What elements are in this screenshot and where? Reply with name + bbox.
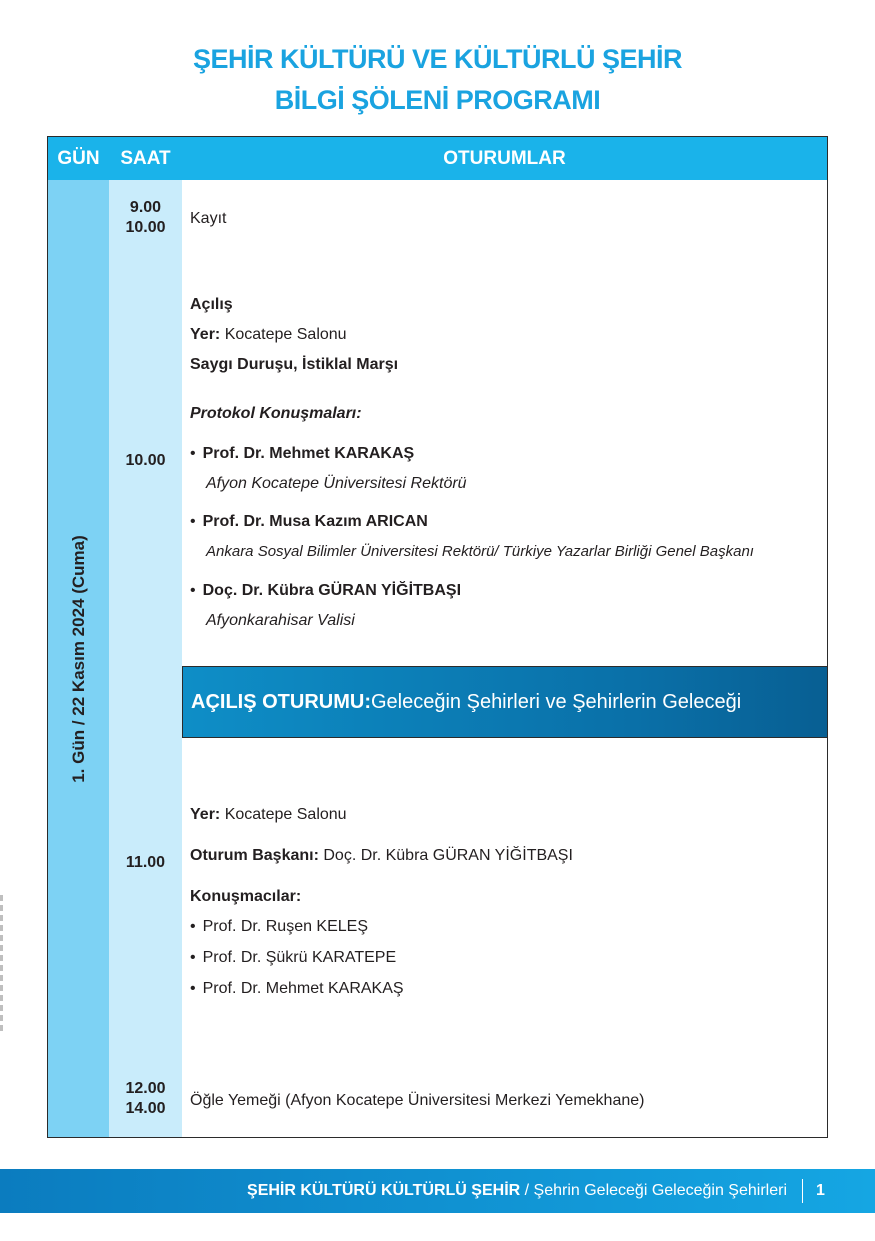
- session-banner: [182, 666, 828, 738]
- banner-label: AÇILIŞ OTURUMU:: [191, 690, 371, 713]
- venue-label: Yer:: [190, 806, 221, 823]
- day-label: 1. Gün / 22 Kasım 2024 (Cuma): [68, 534, 88, 783]
- session-cell-lunch: [182, 1060, 828, 1138]
- chair-value: Doç. Dr. Kübra GÜRAN YİĞİTBAŞI: [318, 847, 573, 864]
- header-gun: GÜN: [47, 136, 110, 181]
- footer-text: [247, 1182, 787, 1200]
- speaker-name: • Doç. Dr. Kübra GÜRAN YİĞİTBAŞI: [190, 582, 461, 600]
- banner-title: Geleceğin Şehirleri ve Şehirlerin Geleceği: [370, 690, 742, 713]
- venue-value: Kocatepe Salonu: [220, 806, 347, 823]
- time-end: 10.00: [125, 219, 166, 236]
- footer-subtitle: / Şehrin Geleceği Geleceğin Şehirleri: [520, 1182, 787, 1199]
- footer-bar: [0, 1169, 875, 1213]
- time-value: 11.00: [125, 854, 166, 871]
- time-cell-registration: [109, 180, 183, 257]
- header-saat: SAAT: [109, 136, 183, 181]
- session-cell-opening: [182, 256, 828, 667]
- time-value: 10.00: [125, 452, 166, 469]
- speaker-role: Afyon Kocatepe Üniversitesi Rektörü: [206, 475, 467, 492]
- time-end: 14.00: [125, 1099, 166, 1117]
- day-column: [47, 180, 110, 1138]
- time-cell-session: [109, 666, 183, 1061]
- chair-label: Oturum Başkanı:: [190, 847, 319, 864]
- page-title-line-1: ŞEHİR KÜLTÜRÜ VE KÜLTÜRLÜ ŞEHİR: [193, 44, 682, 74]
- speaker-role: Ankara Sosyal Bilimler Üniversitesi Rektörü/ Türkiye Yazarlar Birliği Genel Başkanı: [206, 543, 754, 560]
- time-cell-lunch: [109, 1060, 183, 1138]
- footer-divider: [802, 1179, 803, 1203]
- opening-venue: [190, 326, 347, 344]
- opening-title: Açılış: [190, 296, 233, 313]
- speakers-label: Konuşmacılar:: [190, 888, 302, 905]
- speaker-name: • Prof. Dr. Mehmet KARAKAŞ: [190, 445, 414, 463]
- lunch-text: Öğle Yemeği (Afyon Kocatepe Üniversitesi Merkezi Yemekhane): [190, 1092, 645, 1109]
- page-number: 1: [816, 1182, 825, 1199]
- speaker-role: Afyonkarahisar Valisi: [206, 612, 355, 629]
- page-title-line-2: BİLGİ ŞÖLENİ PROGRAMI: [274, 85, 601, 115]
- speaker-item: • Prof. Dr. Mehmet KARAKAŞ: [190, 980, 404, 998]
- session-venue: [190, 806, 347, 824]
- speaker-item: • Prof. Dr. Ruşen KELEŞ: [190, 918, 368, 936]
- registration-text: Kayıt: [190, 210, 227, 227]
- time-start: 9.00: [129, 199, 162, 216]
- opening-anthem: Saygı Duruşu, İstiklal Marşı: [190, 356, 399, 373]
- protocol-label: Protokol Konuşmaları:: [190, 405, 362, 422]
- venue-value: Kocatepe Salonu: [220, 326, 347, 343]
- session-chair: [190, 847, 573, 865]
- time-start: 12.00: [125, 1079, 166, 1097]
- edge-decoration: [0, 895, 3, 1035]
- speaker-name: • Prof. Dr. Musa Kazım ARICAN: [190, 513, 428, 531]
- venue-label: Yer:: [190, 326, 221, 343]
- time-cell-opening: [109, 256, 183, 667]
- speaker-item: • Prof. Dr. Şükrü KARATEPE: [190, 949, 396, 967]
- footer-bold: ŞEHİR KÜLTÜRÜ KÜLTÜRLÜ ŞEHİR: [247, 1182, 521, 1199]
- header-oturumlar: OTURUMLAR: [182, 136, 828, 181]
- session-cell-registration: [182, 180, 828, 257]
